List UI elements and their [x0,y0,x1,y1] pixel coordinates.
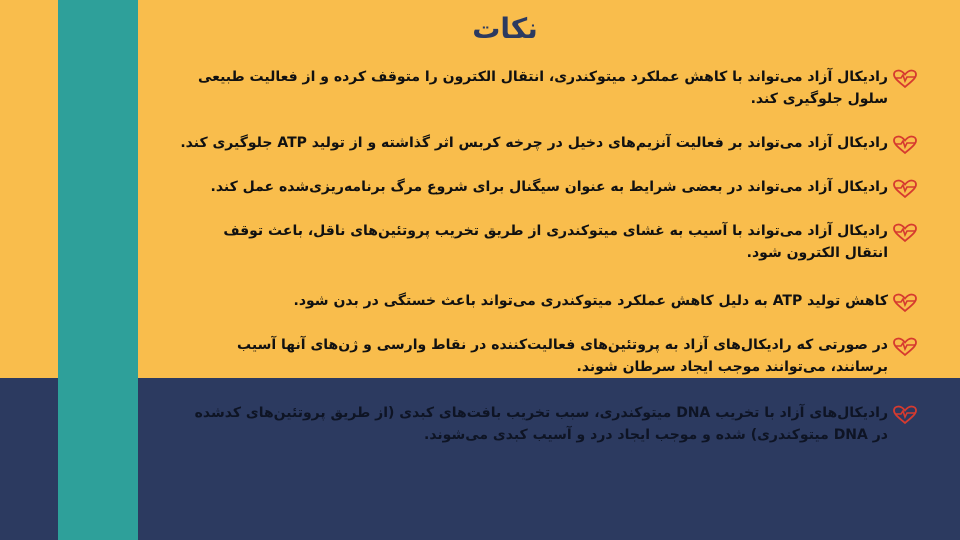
teal-side-bar [58,0,138,540]
bullet-item [178,176,918,199]
bullet-text: در صورتی که رادیکال‌های آزاد به پروتئین‌های فعالیت‌کننده در نقاط وارسی و ژن‌های آنها آسیب برسانند، می‌توانند موجب ایجاد سرطان شوند. [237,337,888,375]
heart-pulse-icon [892,179,918,199]
bullet-item [178,290,918,313]
bullet-text: رادیکال آزاد می‌تواند با کاهش عملکرد میتوکندری، انتقال الکترون را متوقف کرده و از فعالیت طبیعی سلول جلوگیری کند. [198,69,888,107]
bullet-item [178,220,918,264]
heart-pulse-icon [892,405,918,425]
bullet-text: کاهش تولید ATP به دلیل کاهش عملکرد میتوکندری می‌تواند باعث خستگی در بدن شود. [293,293,888,309]
bullet-item [178,66,918,110]
bullet-text: رادیکال آزاد می‌تواند با آسیب به غشای میتوکندری از طریق تخریب پروتئین‌های ناقل، باعث توقف انتقال الکترون شود. [223,223,888,261]
heart-pulse-icon [892,293,918,313]
bullet-text: رادیکال آزاد می‌تواند در بعضی شرایط به عنوان سیگنال برای شروع مرگ برنامه‌ریزی‌شده عمل کند. [210,179,888,195]
heart-pulse-icon [892,337,918,357]
bullet-item [178,334,918,378]
heart-pulse-icon [892,223,918,243]
bullet-text: رادیکال آزاد می‌تواند بر فعالیت آنزیم‌های دخیل در چرخه کربس اثر گذاشته و از تولید ATP جلوگیری کند. [180,135,888,151]
bullet-item [178,402,918,446]
heart-pulse-icon [892,135,918,155]
bullet-item [178,132,918,155]
slide-title: نکات [472,12,538,45]
heart-pulse-icon [892,69,918,89]
bullet-text: رادیکال‌های آزاد با تخریب DNA میتوکندری، سبب تخریب بافت‌های کبدی (از طریق پروتئین‌های کدشده در DNA میتوکندری) شده و موجب ایجاد درد و آسیب کبدی می‌شوند. [194,405,888,443]
